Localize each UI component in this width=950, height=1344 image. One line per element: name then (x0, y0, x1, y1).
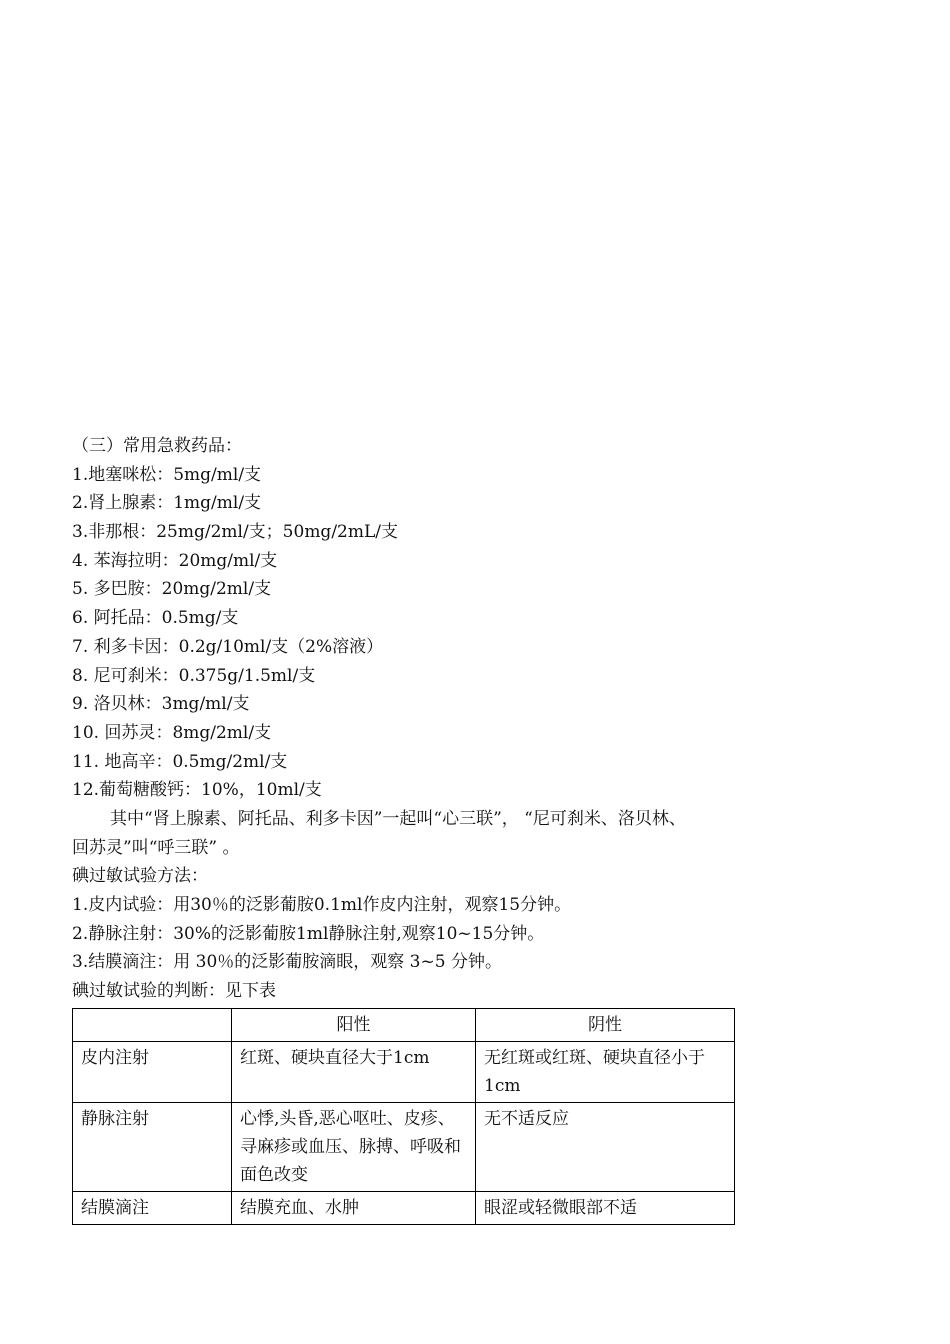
table-cell: 红斑、硬块直径大于1cm (232, 1041, 476, 1102)
table-header-cell: 阳性 (232, 1008, 476, 1041)
table-row (73, 1041, 735, 1102)
list-item: 1.地塞咪松：5mg/ml/支 (72, 464, 262, 485)
note-paragraph-line1: 其中“肾上腺素、阿托品、利多卡因”一起叫“心三联”， “尼可刹米、洛贝林、 (110, 808, 686, 829)
list-item: 2.肾上腺素：1mg/ml/支 (72, 493, 262, 514)
drug-list (72, 461, 832, 805)
table-cell: 心悸,头昏,恶心呕吐、皮疹、寻麻疹或血压、脉搏、呼吸和面色改变 (232, 1102, 476, 1191)
list-item: 3.结膜滴注：用 30％的泛影葡胺滴眼，观察 3~5 分钟。 (72, 952, 502, 973)
table-cell: 眼涩或轻微眼部不适 (476, 1191, 735, 1224)
list-item: 5. 多巴胺：20mg/2ml/支 (72, 579, 272, 600)
table-row (73, 1191, 735, 1224)
table-cell: 静脉注射 (73, 1102, 232, 1191)
judgement-title: 碘过敏试验的判断：见下表 (72, 981, 276, 1002)
table-cell: 无红斑或红斑、硬块直径小于1cm (476, 1041, 735, 1102)
table-cell: 结膜充血、水肿 (232, 1191, 476, 1224)
table-row (73, 1102, 735, 1191)
list-item: 8. 尼可刹米：0.375g/1.5ml/支 (72, 665, 316, 686)
list-item: 12.葡萄糖酸钙：10%，10ml/支 (72, 780, 322, 801)
judgement-table (72, 1008, 735, 1225)
list-item: 3.非那根：25mg/2ml/支；50mg/2mL/支 (72, 522, 398, 543)
test-methods-title: 碘过敏试验方法： (72, 866, 208, 887)
note-paragraph-line2: 回苏灵”叫“呼三联” 。 (72, 837, 240, 858)
section-title: （三）常用急救药品： (72, 436, 242, 456)
test-methods-list (72, 891, 832, 977)
table-header-cell: 阴性 (476, 1008, 735, 1041)
list-item: 2.静脉注射：30%的泛影葡胺1ml静脉注射,观察10~15分钟。 (72, 923, 545, 944)
table-cell: 结膜滴注 (73, 1191, 232, 1224)
table-header-row (73, 1008, 735, 1041)
list-item: 1.皮内试验：用30％的泛影葡胺0.1ml作皮内注射，观察15分钟。 (72, 895, 572, 915)
table-cell: 无不适反应 (476, 1102, 735, 1191)
table-header-cell (73, 1008, 232, 1041)
table-cell: 皮内注射 (73, 1041, 232, 1102)
list-item: 7. 利多卡因：0.2g/10ml/支（2%溶液） (72, 636, 384, 657)
document-body (72, 432, 832, 1225)
list-item: 11. 地高辛：0.5mg/2ml/支 (72, 751, 288, 772)
list-item: 6. 阿托品：0.5mg/支 (72, 608, 239, 629)
list-item: 4. 苯海拉明：20mg/ml/支 (72, 550, 278, 571)
list-item: 10. 回苏灵：8mg/2ml/支 (72, 722, 272, 743)
list-item: 9. 洛贝林：3mg/ml/支 (72, 694, 250, 715)
